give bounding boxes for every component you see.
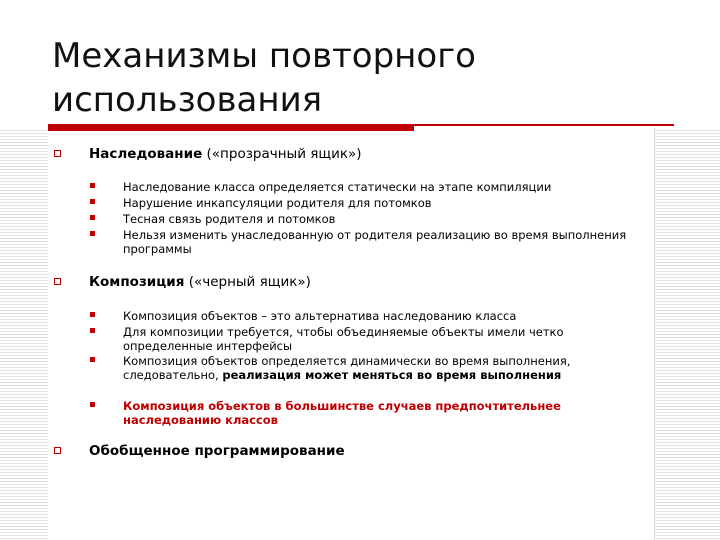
- list-item-text: Для композиции требуется, чтобы объединяемые объекты имели четко определенные интерфейсы: [123, 325, 564, 353]
- filled-square-bullet-icon: [90, 357, 95, 362]
- filled-square-bullet-icon: [90, 183, 95, 188]
- inheritance-heading: Наследование: [89, 146, 203, 162]
- hollow-square-bullet-icon: [54, 278, 61, 285]
- filled-square-bullet-icon: [90, 328, 95, 333]
- filled-square-bullet-icon: [90, 215, 95, 220]
- title-underline-thick: [48, 124, 414, 131]
- bullet-composition-text: [89, 274, 311, 290]
- list-item-text: [123, 354, 653, 382]
- composition-heading: Композиция: [89, 274, 185, 290]
- bullet-generic-programming-text: [89, 443, 345, 459]
- filled-square-bullet-icon: [90, 231, 95, 236]
- inheritance-note: («прозрачный ящик»): [206, 146, 362, 162]
- title-underline-thin: [414, 124, 674, 126]
- bullet-inheritance-text: [89, 146, 362, 162]
- list-item-text: Нельзя изменить унаследованную от родителя реализацию во время выполнения программы: [123, 228, 627, 256]
- filled-square-bullet-icon: [90, 199, 95, 204]
- list-item-text: Нарушение инкапсуляции родителя для потомков: [123, 196, 432, 210]
- list-item-plain-text: Композиция объектов определяется динамически во время выполнения, следовательно,: [123, 354, 571, 382]
- margin-line: [654, 128, 655, 540]
- list-item-highlight-text: Композиция объектов в большинстве случаев предпочтительнее наследованию классов: [123, 399, 561, 427]
- list-item-text: Наследование класса определяется статически на этапе компиляции: [123, 180, 552, 194]
- hollow-square-bullet-icon: [54, 150, 61, 157]
- generic-programming-heading: Обобщенное программирование: [89, 443, 345, 459]
- hollow-square-bullet-icon: [54, 447, 61, 454]
- filled-square-bullet-icon: [90, 402, 95, 407]
- filled-square-bullet-icon: [90, 312, 95, 317]
- list-item-text: Тесная связь родителя и потомков: [123, 212, 336, 226]
- list-item-bold-text: реализация может меняться во время выполнения: [222, 368, 562, 382]
- composition-note: («черный ящик»): [188, 274, 311, 290]
- slide-title: Механизмы повторного использования: [52, 36, 476, 120]
- list-item-text: Композиция объектов – это альтернатива наследованию класса: [123, 309, 517, 323]
